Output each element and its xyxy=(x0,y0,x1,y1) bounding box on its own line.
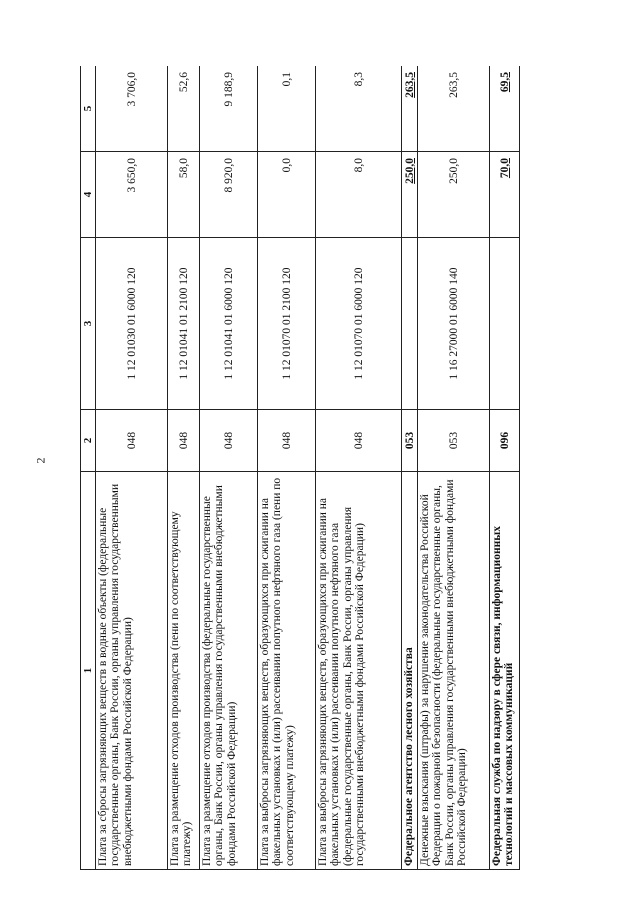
header-col-1: 1 xyxy=(81,472,96,870)
row-value-5: 263,5 xyxy=(418,66,490,152)
table-row xyxy=(168,66,200,870)
row-value-4: 3 650,0 xyxy=(96,152,168,238)
row-value-5: 52,6 xyxy=(168,66,200,152)
row-name: Плата за выбросы загрязняющих веществ, образующихся при сжигании на факельных установках и (или) рассеивании попутного нефтяного газа (пени по соответствующему платежу) xyxy=(258,472,316,870)
table-container xyxy=(80,66,542,870)
header-col-4: 4 xyxy=(81,152,96,238)
row-budget-code: 1 12 01070 01 6000 120 xyxy=(316,238,402,410)
row-admin-code: 048 xyxy=(168,410,200,472)
row-value-5: 69,5 xyxy=(490,66,520,152)
row-value-4: 8,0 xyxy=(316,152,402,238)
table-header-row xyxy=(81,66,96,870)
row-name: Денежные взыскания (штрафы) за нарушение законодательства Российской Федерации о пожарной безопасности (федеральные государственные органы, Банк России, органы управления государственными внебюджетными фондами Российской Федерации) xyxy=(418,472,490,870)
row-admin-code: 048 xyxy=(96,410,168,472)
row-name: Плата за размещение отходов производства (пени по соответствующему платежу) xyxy=(168,472,200,870)
row-value-5: 9 188,9 xyxy=(200,66,258,152)
table-row xyxy=(258,66,316,870)
row-admin-code: 048 xyxy=(316,410,402,472)
page-number: 2 xyxy=(33,457,48,464)
row-name: Федеральное агентство лесного хозяйства xyxy=(402,472,418,870)
row-value-5: 0,1 xyxy=(258,66,316,152)
row-name: Федеральная служба по надзору в сфере связи, информационных технологий и массовых коммуникаций xyxy=(490,472,520,870)
table-row xyxy=(418,66,490,870)
row-admin-code: 096 xyxy=(490,410,520,472)
header-col-5: 5 xyxy=(81,66,96,152)
row-budget-code: 1 12 01070 01 2100 120 xyxy=(258,238,316,410)
row-name: Плата за выбросы загрязняющих веществ, образующихся при сжигании на факельных установках и (или) рассеивании попутного нефтяного газа (федеральные государственные органы, Банк России, органы управления государственными внебюджетными фондами Российской Федерации) xyxy=(316,472,402,870)
row-value-4: 8 920,0 xyxy=(200,152,258,238)
row-budget-code: 1 12 01030 01 6000 120 xyxy=(96,238,168,410)
header-col-3: 3 xyxy=(81,238,96,410)
row-value-5: 3 706,0 xyxy=(96,66,168,152)
row-value-4: 0,0 xyxy=(258,152,316,238)
table-row xyxy=(316,66,402,870)
revenue-table xyxy=(80,66,520,870)
row-value-4: 58,0 xyxy=(168,152,200,238)
row-value-4: 250,0 xyxy=(402,152,418,238)
rotated-table-frame xyxy=(80,66,542,870)
row-value-5: 263,5 xyxy=(402,66,418,152)
row-value-4: 250,0 xyxy=(418,152,490,238)
row-name: Плата за сбросы загрязняющих веществ в водные объекты (федеральные государственные органы, Банк России, органы управления государственными внебюджетными фондами Российской Федерации) xyxy=(96,472,168,870)
row-budget-code xyxy=(402,238,418,410)
table-row xyxy=(96,66,168,870)
table-row-agency xyxy=(490,66,520,870)
row-budget-code: 1 12 01041 01 6000 120 xyxy=(200,238,258,410)
row-admin-code: 053 xyxy=(402,410,418,472)
row-value-4: 70,0 xyxy=(490,152,520,238)
row-budget-code xyxy=(490,238,520,410)
row-budget-code: 1 16 27000 01 6000 140 xyxy=(418,238,490,410)
header-col-2: 2 xyxy=(81,410,96,472)
row-value-5: 8,3 xyxy=(316,66,402,152)
row-admin-code: 053 xyxy=(418,410,490,472)
row-admin-code: 048 xyxy=(200,410,258,472)
row-name: Плата за размещение отходов производства (федеральные государственные органы, Банк России, органы управления государственными внебюджетными фондами Российской Федерации) xyxy=(200,472,258,870)
row-budget-code: 1 12 01041 01 2100 120 xyxy=(168,238,200,410)
table-row-agency xyxy=(402,66,418,870)
table-row xyxy=(200,66,258,870)
row-admin-code: 048 xyxy=(258,410,316,472)
